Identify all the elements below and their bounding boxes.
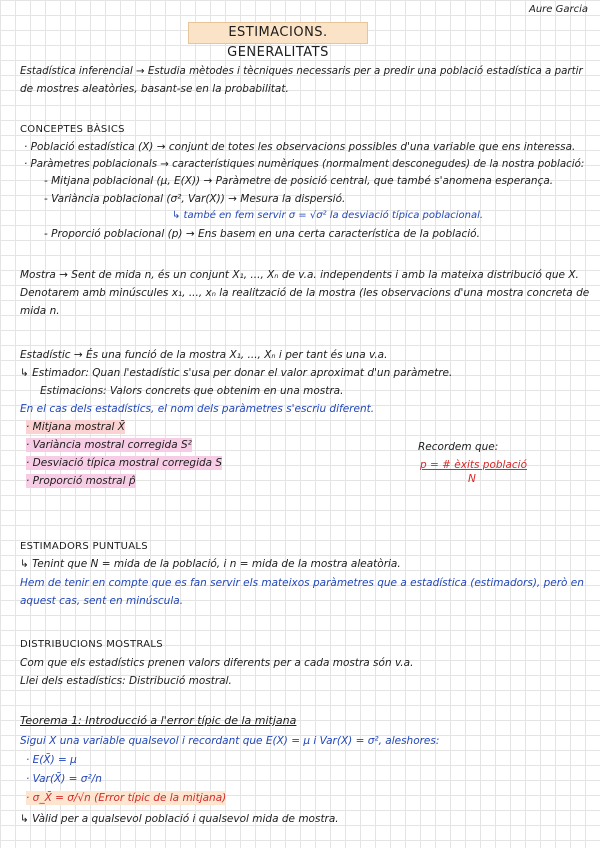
distribucions-line-2: Llei dels estadístics: Distribució mostral. bbox=[20, 675, 232, 687]
teorema-intro: Sigui X una variable qualsevol i recordant que E(X) = μ i Var(X) = σ², aleshores: bbox=[20, 735, 440, 747]
mostra-line-1: Mostra → Sent de mida n, és un conjunt X₁, ..., Xₙ de v.a. independents i amb la mateixa distribució que X. bbox=[20, 269, 579, 281]
teorema-error-tipic: · σ_X̄ = σ/√n (Error típic de la mitjana) bbox=[26, 792, 227, 804]
puntuals-line-1: ↳ Tenint que N = mida de la població, i n = mida de la mostra aleatòria. bbox=[20, 558, 401, 570]
concept-desviacio: ↳ també en fem servir σ = √σ² la desviació típica poblacional. bbox=[172, 210, 484, 221]
section-heading-conceptes: CONCEPTES BÀSICS bbox=[20, 124, 125, 135]
concept-mitjana: - Mitjana poblacional (μ, E(X)) → Paràmetre de posició central, que també s'anomena esperança. bbox=[44, 175, 554, 187]
puntuals-blue-line-1: Hem de tenir en compte que es fan servir els mateixos paràmetres que a estadística (estimadors), però en bbox=[20, 577, 584, 589]
mostra-line-2: Denotarem amb minúscules x₁, ..., xₙ la realització de la mostra (les observacions d'una mostra concreta de bbox=[20, 287, 590, 299]
recordem-label: Recordem que: bbox=[418, 441, 499, 453]
estadistic-item-desviacio: · Desviació típica mostral corregida S bbox=[26, 457, 223, 469]
formula-p-denominator: N bbox=[468, 473, 476, 485]
distribucions-line-1: Com que els estadístics prenen valors diferents per a cada mostra són v.a. bbox=[20, 657, 414, 669]
intro-line-1: Estadística inferencial → Estudia mètodes i tècniques necessaris per a predir una població estadística a partir bbox=[20, 65, 583, 77]
estimador-definition: ↳ Estimador: Quan l'estadístic s'usa per donar el valor aproximat d'un paràmetre. bbox=[20, 367, 453, 379]
teorema-variance: · Var(X̄) = σ²/n bbox=[26, 773, 102, 785]
author-name: Aure Garcia bbox=[528, 4, 588, 15]
estadistic-item-variancia: · Variància mostral corregida S² bbox=[26, 439, 192, 451]
formula-p bbox=[420, 458, 527, 472]
page-title: ESTIMACIONS. GENERALITATS bbox=[188, 22, 368, 44]
teorema-valid: ↳ Vàlid per a qualsevol població i qualsevol mida de mostra. bbox=[20, 813, 339, 825]
section-heading-estimadors: ESTIMADORS PUNTUALS bbox=[20, 541, 148, 552]
concept-poblacio: · Població estadística (X) → conjunt de totes les observacions possibles d'una variable que ens interessa. bbox=[24, 141, 576, 153]
estadistic-definition: Estadístic → És una funció de la mostra X₁, ..., Xₙ i per tant és una v.a. bbox=[20, 349, 388, 361]
mostra-line-3: mida n. bbox=[20, 305, 60, 317]
estadistic-note: En el cas dels estadístics, el nom dels paràmetres s'escriu diferent. bbox=[20, 403, 375, 415]
teorema-title: Teorema 1: Introducció a l'error típic de la mitjana bbox=[20, 714, 297, 727]
estadistic-item-mitjana: · Mitjana mostral X̄ bbox=[26, 421, 125, 433]
concept-parametres: · Paràmetres poblacionals → característiques numèriques (normalment desconegudes) de la nostra població: bbox=[24, 158, 585, 170]
section-heading-distribucions: DISTRIBUCIONS MOSTRALS bbox=[20, 639, 163, 650]
concept-variancia: - Variància poblacional (σ², Var(X)) → Mesura la dispersió. bbox=[44, 193, 346, 205]
formula-p-numerator: p = # èxits població bbox=[420, 459, 528, 471]
estadistic-item-proporcio: · Proporció mostral p̂ bbox=[26, 475, 136, 487]
intro-line-2: de mostres aleatòries, basant-se en la probabilitat. bbox=[20, 83, 289, 95]
teorema-expectation: · E(X̄) = μ bbox=[26, 754, 77, 766]
estimacions-definition: Estimacions: Valors concrets que obtenim en una mostra. bbox=[40, 385, 344, 397]
puntuals-blue-line-2: aquest cas, sent en minúscula. bbox=[20, 595, 184, 607]
concept-proporcio: - Proporció poblacional (p) → Ens basem en una certa característica de la població. bbox=[44, 228, 480, 240]
